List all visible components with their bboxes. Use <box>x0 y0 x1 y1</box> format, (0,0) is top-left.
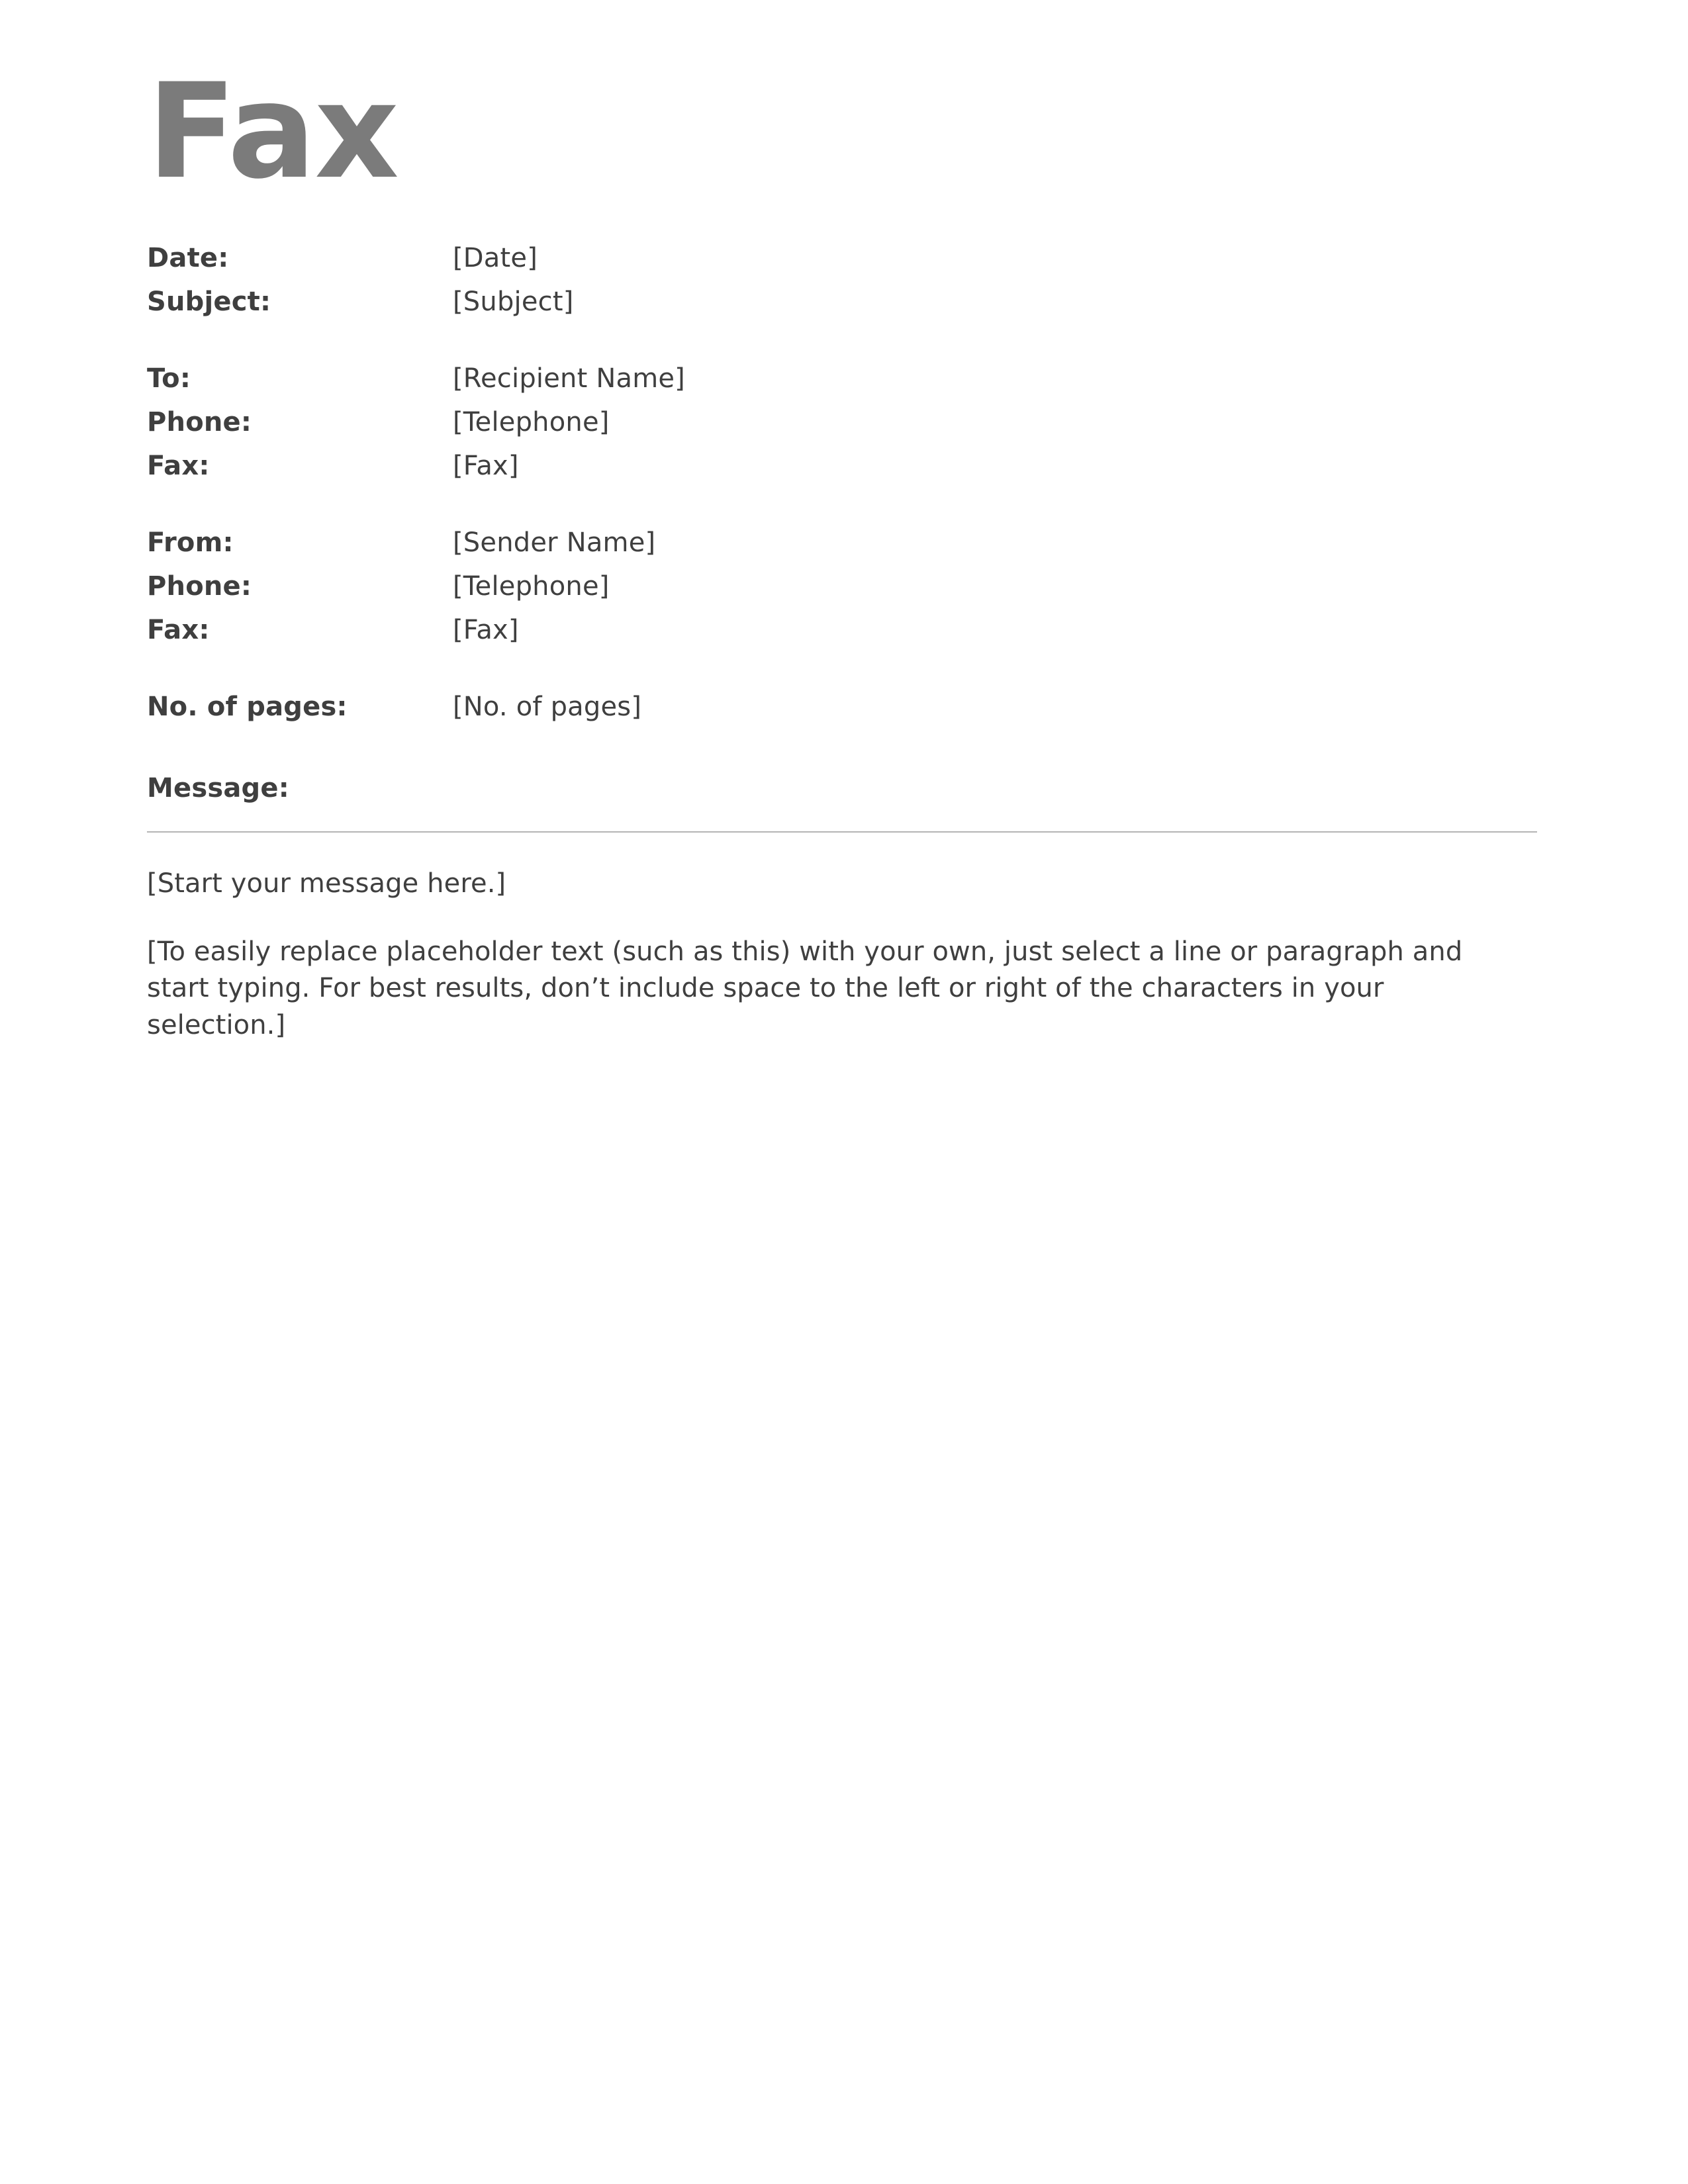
field-row-to <box>147 365 1537 392</box>
field-value-sender-fax[interactable]: [Fax] <box>453 615 519 645</box>
field-label-page-count: No. of pages: <box>147 692 348 722</box>
field-row-page-count <box>147 694 1537 720</box>
page-title: Fax <box>147 55 398 208</box>
field-row-sender-phone <box>147 573 1537 600</box>
divider <box>147 831 1537 833</box>
field-value-sender-phone[interactable]: [Telephone] <box>453 571 610 602</box>
message-label: Message: <box>147 773 289 803</box>
document-content <box>147 0 1537 1044</box>
field-group-spacer-2 <box>147 496 1537 529</box>
fax-fields <box>147 245 1537 720</box>
field-value-date[interactable]: [Date] <box>453 243 538 273</box>
field-row-sender-fax <box>147 617 1537 643</box>
message-start-placeholder[interactable]: [Start your message here.] <box>147 868 506 899</box>
field-label-recipient-fax: Fax: <box>147 451 210 481</box>
field-label-from: From: <box>147 527 234 558</box>
field-value-to[interactable]: [Recipient Name] <box>453 363 685 394</box>
field-value-from[interactable]: [Sender Name] <box>453 527 656 558</box>
field-value-recipient-phone[interactable]: [Telephone] <box>453 407 610 437</box>
field-label-to: To: <box>147 363 191 394</box>
field-row-recipient-phone <box>147 409 1537 435</box>
field-label-sender-fax: Fax: <box>147 615 210 645</box>
field-group-spacer-3 <box>147 660 1537 694</box>
field-row-recipient-fax <box>147 453 1537 479</box>
field-group-spacer-1 <box>147 332 1537 365</box>
field-row-from <box>147 529 1537 556</box>
field-label-sender-phone: Phone: <box>147 571 252 602</box>
message-instructions-placeholder[interactable]: [To easily replace placeholder text (such as this) with your own, just select a line or paragraph and start typing. For best results, don’t include space to the left or right of the characters in your selection.] <box>147 936 1463 1040</box>
field-label-recipient-phone: Phone: <box>147 407 252 437</box>
field-row-subject <box>147 289 1537 315</box>
field-label-subject: Subject: <box>147 287 271 317</box>
field-value-page-count[interactable]: [No. of pages] <box>453 692 642 722</box>
field-value-subject[interactable]: [Subject] <box>453 287 574 317</box>
field-row-date <box>147 245 1537 271</box>
field-label-date: Date: <box>147 243 229 273</box>
field-value-recipient-fax[interactable]: [Fax] <box>453 451 519 481</box>
